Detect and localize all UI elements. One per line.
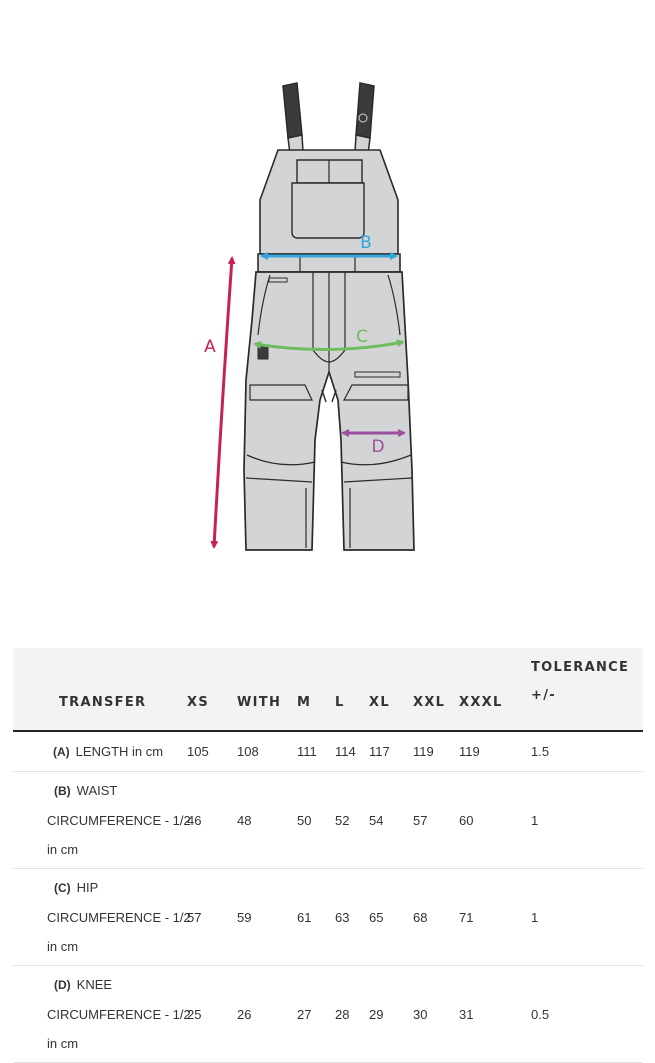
cell-value: 28 [335,966,369,1063]
table-row-waist [13,772,643,869]
table-row-knee [13,966,643,1063]
row-label-line2: CIRCUMFERENCE - 1/2 [47,813,191,828]
cell-value: 119 [459,731,531,772]
shoulder-straps [283,83,374,154]
cell-value: 26 [237,966,297,1063]
row-label-line3: in cm [47,1036,79,1051]
cell-tolerance: 0.5 [531,966,643,1063]
cell-value: 50 [297,772,335,869]
row-label [13,731,187,772]
cell-value: 59 [237,869,297,966]
cell-value: 63 [335,869,369,966]
cell-value: 52 [335,772,369,869]
row-label-line2: CIRCUMFERENCE - 1/2 [47,910,191,925]
cell-value: 31 [459,966,531,1063]
header-size-with: WITH [237,648,297,731]
cell-tolerance: 1 [531,772,643,869]
cell-value: 46 [187,772,237,869]
cell-value: 108 [237,731,297,772]
row-label [13,966,191,1063]
row-label-line3: in cm [47,842,79,857]
cell-value: 25 [187,966,237,1063]
cell-value: 61 [297,869,335,966]
bib-front [260,150,398,254]
cell-value: 114 [335,731,369,772]
measure-a-length [204,258,232,547]
cell-value: 57 [413,772,459,869]
row-label-text: LENGTH in cm [75,744,164,759]
row-label-text: KNEE [76,977,113,992]
row-label-line1 [47,873,187,903]
label-c: C [356,327,368,347]
row-label [13,869,191,966]
row-letter: (D) [54,978,71,992]
header-tolerance-line1: TOLERANCE [531,660,630,675]
row-letter: (A) [53,745,70,759]
row-letter: (C) [54,881,71,895]
header-size-xs: XS [187,648,237,731]
label-d: D [371,437,385,457]
row-label-line3: in cm [47,939,79,954]
row-letter: (B) [54,784,71,798]
row-label [13,772,191,869]
header-tolerance-line2: +/- [531,688,556,703]
header-size-xxxl: XXXL [459,648,531,731]
table-header-row [13,648,643,731]
cell-value: 117 [369,731,413,772]
cell-value: 68 [413,869,459,966]
row-label-line2: CIRCUMFERENCE - 1/2 [47,1007,191,1022]
row-label-text: HIP [76,880,99,895]
cell-value: 65 [369,869,413,966]
header-size-xl: XL [369,648,413,731]
pant-legs [244,272,414,550]
cell-value: 57 [187,869,237,966]
table-row-hip [13,869,643,966]
table-row-length [13,731,643,772]
cell-value: 29 [369,966,413,1063]
header-tolerance [531,648,643,731]
header-size-m: M [297,648,335,731]
header-transfer: TRANSFER [13,648,187,731]
cell-value: 30 [413,966,459,1063]
cell-value: 60 [459,772,531,869]
cell-value: 48 [237,772,297,869]
header-size-xxl: XXL [413,648,459,731]
header-size-l: L [335,648,369,731]
cell-value: 54 [369,772,413,869]
label-b: B [360,233,372,253]
cell-tolerance: 1 [531,869,643,966]
cell-value: 105 [187,731,237,772]
row-label-text: WAIST [76,783,118,798]
row-label-line1 [47,970,187,1000]
size-chart-table [13,648,643,1063]
cell-value: 119 [413,731,459,772]
cell-value: 111 [297,731,335,772]
label-a: A [204,337,216,357]
cell-value: 27 [297,966,335,1063]
row-label-line1 [47,776,187,806]
cell-value: 71 [459,869,531,966]
cell-tolerance: 1.5 [531,731,643,772]
